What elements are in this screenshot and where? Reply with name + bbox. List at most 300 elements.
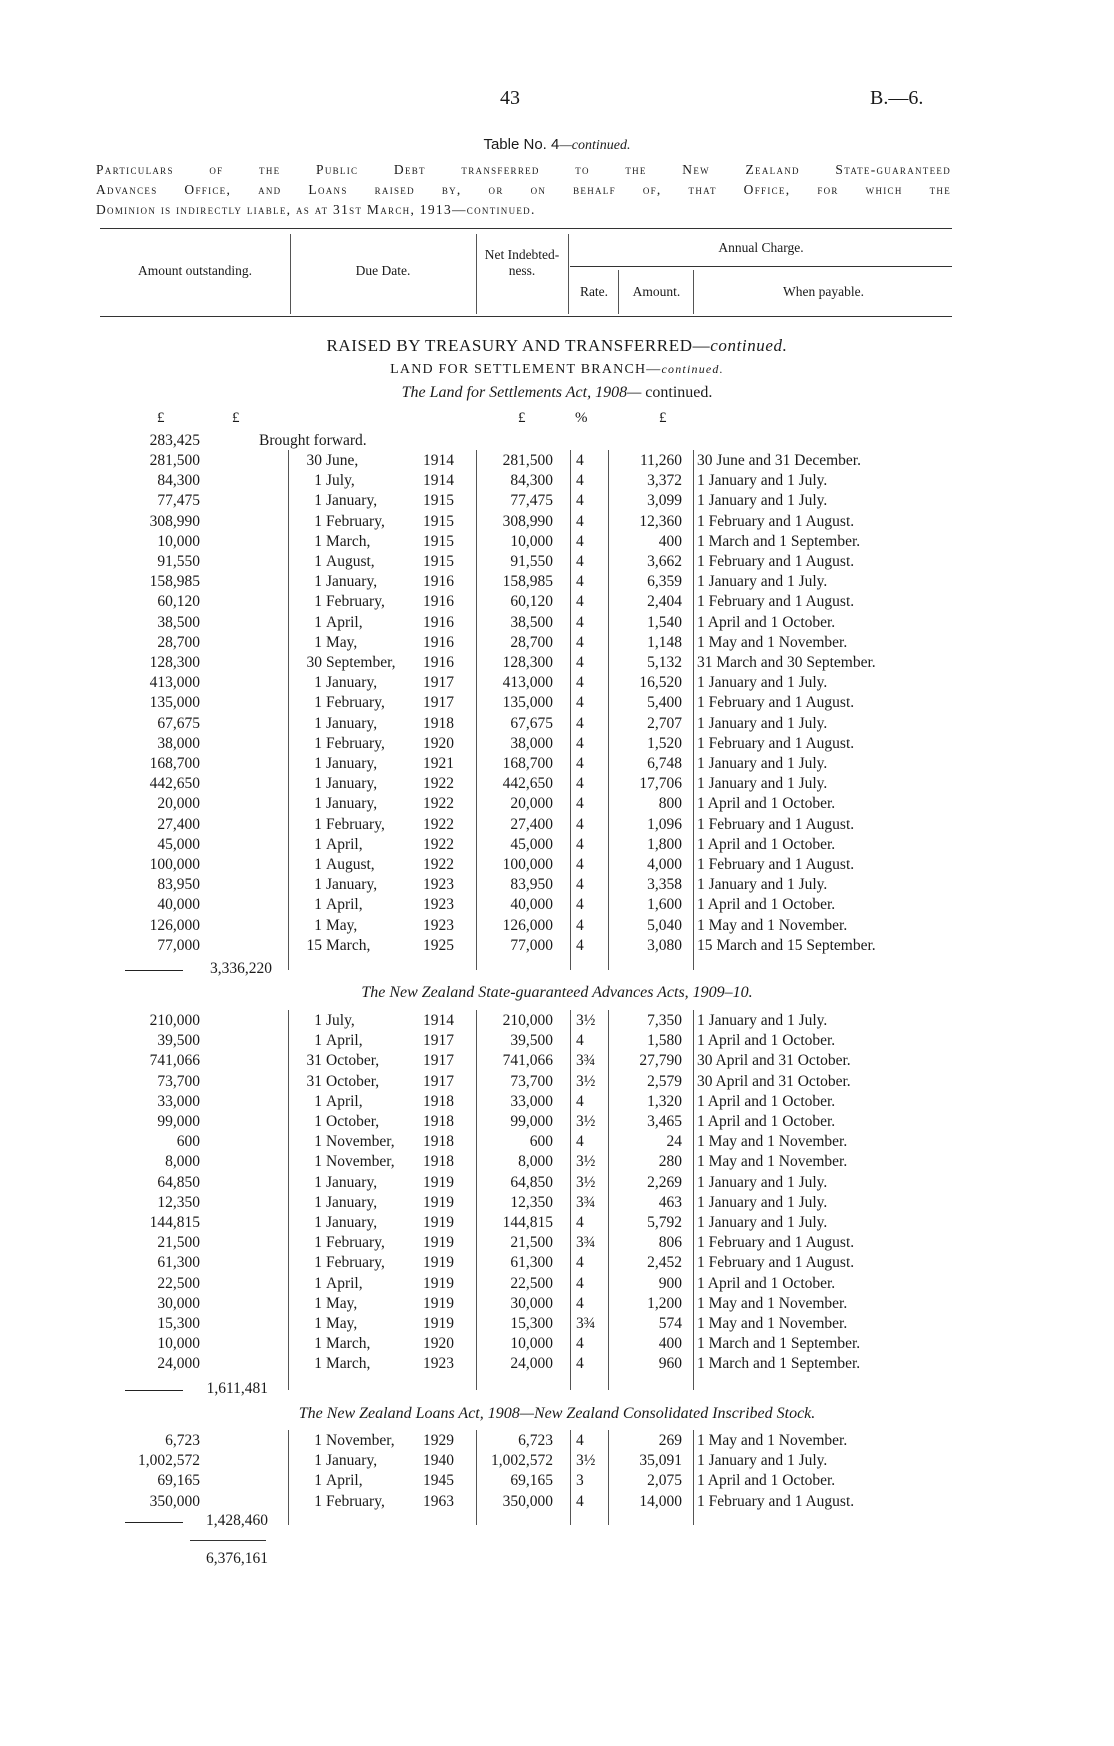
- rate-cell: 4: [576, 472, 584, 490]
- net-indebtedness-cell: 27,400: [510, 815, 553, 833]
- when-payable-cell: 1 April and 1 October.: [697, 1274, 836, 1292]
- due-day-cell: 1: [314, 1234, 322, 1252]
- due-year-cell: 1914: [423, 452, 454, 469]
- net-indebtedness-cell: 24,000: [510, 1355, 553, 1373]
- rate-cell: 4: [576, 815, 584, 833]
- when-payable-cell: 1 January and 1 July.: [697, 1214, 828, 1231]
- net-indebtedness-cell: 21,500: [510, 1234, 553, 1252]
- due-month-cell: April,: [326, 1032, 363, 1050]
- amount-outstanding-cell: 30,000: [157, 1294, 200, 1312]
- currency-pound-net: £: [518, 410, 526, 426]
- amount-outstanding-cell: 413,000: [149, 674, 200, 692]
- body-divider-amount-3: [608, 1430, 609, 1525]
- annual-amount-cell: 11,260: [639, 452, 682, 469]
- annual-amount-cell: 7,350: [647, 1012, 682, 1029]
- rate-cell: 4: [576, 795, 584, 813]
- brought-forward-label: Brought forward.: [259, 432, 367, 449]
- due-month-cell: January,: [326, 492, 378, 510]
- body-divider-net-3: [476, 1430, 477, 1525]
- amount-outstanding-cell: 67,675: [157, 714, 200, 732]
- table-row: [0, 1113, 1114, 1133]
- amount-outstanding-cell: 168,700: [149, 755, 200, 772]
- amount-outstanding-cell: 69,165: [157, 1472, 200, 1490]
- when-payable-cell: 1 January and 1 July.: [697, 1452, 828, 1470]
- table-row: [0, 553, 1114, 573]
- due-year-cell: 1915: [423, 553, 454, 570]
- due-day-cell: 1: [314, 512, 322, 530]
- amount-outstanding-cell: 61,300: [157, 1254, 200, 1272]
- due-year-cell: 1917: [423, 694, 454, 712]
- net-indebtedness-cell: 12,350: [510, 1193, 553, 1211]
- table-row: [0, 1093, 1114, 1113]
- rate-cell: 4: [576, 532, 584, 550]
- header-net-indebtedness: Net Indebted-ness.: [484, 247, 560, 278]
- due-year-cell: 1922: [423, 856, 454, 873]
- due-month-cell: May,: [326, 916, 358, 934]
- when-payable-cell: 1 April and 1 October.: [697, 896, 836, 914]
- net-indebtedness-cell: 100,000: [502, 856, 553, 873]
- table-row: [0, 492, 1114, 512]
- due-year-cell: 1916: [423, 593, 454, 611]
- rate-cell: 4: [576, 714, 584, 732]
- annual-amount-cell: 2,269: [647, 1173, 682, 1191]
- caption-line-1: Particulars of the Public Debt transferred to the New Zealand State-guaranteed: [96, 162, 951, 177]
- act-heading-2-text: The New Zealand State-guaranteed Advances Acts, 1909–10.: [361, 984, 753, 1001]
- due-day-cell: 1: [314, 1355, 322, 1373]
- annual-amount-cell: 574: [658, 1315, 682, 1332]
- amount-outstanding-cell: 741,066: [149, 1052, 200, 1070]
- when-payable-cell: 1 March and 1 September.: [697, 532, 861, 550]
- table-row: [0, 1452, 1114, 1472]
- when-payable-cell: 1 February and 1 August.: [697, 856, 855, 873]
- due-month-cell: May,: [326, 1294, 358, 1312]
- due-day-cell: 1: [314, 1214, 322, 1231]
- annual-amount-cell: 2,707: [647, 714, 682, 732]
- due-year-cell: 1916: [423, 573, 454, 591]
- annual-amount-cell: 3,099: [647, 492, 682, 510]
- due-year-cell: 1915: [423, 512, 454, 530]
- annual-amount-cell: 1,600: [647, 896, 682, 914]
- body-divider-when-2: [693, 1010, 694, 1390]
- due-month-cell: April,: [326, 896, 363, 914]
- when-payable-cell: 1 January and 1 July.: [697, 775, 828, 793]
- due-year-cell: 1914: [423, 1012, 454, 1029]
- when-payable-cell: 1 April and 1 October.: [697, 1092, 836, 1110]
- amount-outstanding-cell: 77,475: [157, 492, 200, 510]
- header-when-payable: When payable.: [783, 284, 864, 299]
- when-payable-cell: 1 January and 1 July.: [697, 472, 828, 490]
- subtotal-dash-3: [125, 1522, 183, 1523]
- due-month-cell: February,: [326, 734, 385, 752]
- due-month-cell: January,: [326, 1193, 378, 1211]
- rate-cell: 4: [576, 755, 584, 772]
- table-row: [0, 533, 1114, 553]
- net-indebtedness-cell: 40,000: [510, 896, 553, 914]
- currency-pound-subtotal: £: [232, 410, 240, 426]
- due-month-cell: February,: [326, 512, 385, 530]
- due-month-cell: April,: [326, 1274, 363, 1292]
- table-row: [0, 937, 1114, 957]
- due-year-cell: 1919: [423, 1173, 454, 1191]
- due-day-cell: 1: [314, 492, 322, 510]
- due-month-cell: April,: [326, 613, 363, 631]
- table-row: [0, 1295, 1114, 1315]
- due-year-cell: 1918: [423, 1133, 454, 1151]
- annual-amount-cell: 5,040: [647, 916, 682, 934]
- table-row: [0, 775, 1114, 795]
- due-year-cell: 1919: [423, 1214, 454, 1231]
- annual-amount-cell: 14,000: [639, 1492, 682, 1510]
- annual-amount-cell: 2,404: [647, 593, 682, 611]
- due-year-cell: 1919: [423, 1234, 454, 1252]
- when-payable-cell: 1 January and 1 July.: [697, 755, 828, 772]
- net-indebtedness-cell: 39,500: [510, 1032, 553, 1050]
- due-year-cell: 1917: [423, 1052, 454, 1070]
- rate-cell: 3½: [576, 1452, 596, 1470]
- due-day-cell: 1: [314, 674, 322, 692]
- due-year-cell: 1919: [423, 1193, 454, 1211]
- body-divider-date-2: [288, 1010, 289, 1390]
- amount-outstanding-cell: 12,350: [157, 1193, 200, 1211]
- annual-amount-cell: 5,132: [647, 654, 682, 671]
- net-indebtedness-cell: 144,815: [502, 1214, 553, 1231]
- act-heading-1: [0, 384, 1114, 402]
- when-payable-cell: 1 January and 1 July.: [697, 714, 828, 732]
- section-heading-branch-text: LAND FOR SETTLEMENT BRANCH—: [390, 362, 662, 377]
- due-year-cell: 1918: [423, 714, 454, 732]
- due-month-cell: January,: [326, 714, 378, 732]
- annual-amount-cell: 2,075: [647, 1472, 682, 1490]
- due-day-cell: 1: [314, 1294, 322, 1312]
- due-month-cell: February,: [326, 1254, 385, 1272]
- section-heading-main-suffix: continued.: [710, 336, 788, 355]
- rate-cell: 4: [576, 1133, 584, 1151]
- rate-cell: 4: [576, 1032, 584, 1050]
- table-row: [0, 876, 1114, 896]
- amount-outstanding-cell: 281,500: [149, 452, 200, 469]
- table-row: [0, 1032, 1114, 1052]
- annual-amount-cell: 280: [658, 1153, 682, 1171]
- table-row: [0, 735, 1114, 755]
- currency-percent-rate: %: [575, 410, 588, 426]
- page-number: 43: [500, 87, 520, 109]
- table-row: [0, 795, 1114, 815]
- due-day-cell: 1: [314, 633, 322, 651]
- amount-outstanding-cell: 1,002,572: [138, 1452, 200, 1470]
- when-payable-cell: 1 March and 1 September.: [697, 1335, 861, 1353]
- table-row: [0, 1012, 1114, 1032]
- annual-charge-rule: [570, 266, 952, 267]
- rate-cell: 4: [576, 876, 584, 894]
- rate-cell: 3¾: [576, 1193, 596, 1211]
- rate-cell: 4: [576, 734, 584, 752]
- due-year-cell: 1921: [423, 755, 454, 772]
- table-title-text: Table No. 4: [483, 136, 560, 153]
- brought-forward-amount: 283,425: [149, 432, 200, 449]
- due-month-cell: April,: [326, 1092, 363, 1110]
- amount-outstanding-cell: 39,500: [157, 1032, 200, 1050]
- due-day-cell: 1: [314, 815, 322, 833]
- rate-cell: 3: [576, 1472, 584, 1490]
- due-month-cell: September,: [326, 654, 396, 671]
- when-payable-cell: 1 February and 1 August.: [697, 734, 855, 752]
- due-month-cell: January,: [326, 876, 378, 894]
- amount-outstanding-cell: 144,815: [149, 1214, 200, 1231]
- when-payable-cell: 1 May and 1 November.: [697, 633, 848, 651]
- when-payable-cell: 1 May and 1 November.: [697, 1315, 848, 1332]
- header-divider-2: [476, 234, 477, 314]
- rate-cell: 3¾: [576, 1052, 596, 1070]
- act-heading-3-text: The New Zealand Loans Act, 1908—New Zealand Consolidated Inscribed Stock.: [298, 1405, 816, 1422]
- header-divider-5: [693, 270, 694, 314]
- table-row: [0, 1073, 1114, 1093]
- due-month-cell: April,: [326, 835, 363, 853]
- annual-amount-cell: 1,800: [647, 835, 682, 853]
- net-indebtedness-cell: 69,165: [510, 1472, 553, 1490]
- act-heading-1-text: The Land for Settlements Act, 1908—: [401, 384, 642, 401]
- when-payable-cell: 1 January and 1 July.: [697, 1193, 828, 1211]
- net-indebtedness-cell: 15,300: [510, 1315, 553, 1332]
- rate-cell: 4: [576, 654, 584, 671]
- table-row: [0, 1493, 1114, 1513]
- due-month-cell: February,: [326, 593, 385, 611]
- due-day-cell: 1: [314, 573, 322, 591]
- annual-amount-cell: 16,520: [639, 674, 682, 692]
- when-payable-cell: 1 May and 1 November.: [697, 1432, 848, 1449]
- rate-cell: 4: [576, 492, 584, 510]
- due-year-cell: 1917: [423, 1072, 454, 1090]
- due-year-cell: 1915: [423, 492, 454, 510]
- header-annual-charge: Annual Charge.: [718, 240, 804, 255]
- net-indebtedness-cell: 64,850: [510, 1173, 553, 1191]
- amount-outstanding-cell: 100,000: [149, 856, 200, 873]
- when-payable-cell: 1 February and 1 August.: [697, 1492, 855, 1510]
- due-year-cell: 1923: [423, 916, 454, 934]
- due-day-cell: 1: [314, 1032, 322, 1050]
- due-month-cell: January,: [326, 775, 378, 793]
- body-divider-when-3: [693, 1430, 694, 1525]
- due-day-cell: 1: [314, 1092, 322, 1110]
- annual-amount-cell: 3,080: [647, 936, 682, 954]
- amount-outstanding-cell: 8,000: [165, 1153, 200, 1171]
- when-payable-cell: 1 May and 1 November.: [697, 1133, 848, 1151]
- net-indebtedness-cell: 158,985: [502, 573, 553, 591]
- annual-amount-cell: 269: [658, 1432, 682, 1449]
- due-month-cell: January,: [326, 573, 378, 591]
- annual-amount-cell: 806: [658, 1234, 682, 1252]
- rate-cell: 4: [576, 674, 584, 692]
- when-payable-cell: 1 April and 1 October.: [697, 1113, 836, 1130]
- due-day-cell: 1: [314, 1432, 322, 1449]
- net-indebtedness-cell: 33,000: [510, 1092, 553, 1110]
- due-year-cell: 1929: [423, 1432, 454, 1449]
- table-row: [0, 1355, 1114, 1375]
- amount-outstanding-cell: 22,500: [157, 1274, 200, 1292]
- due-day-cell: 1: [314, 775, 322, 793]
- rate-cell: 4: [576, 1432, 584, 1449]
- due-day-cell: 1: [314, 896, 322, 914]
- net-indebtedness-cell: 22,500: [510, 1274, 553, 1292]
- net-indebtedness-cell: 1,002,572: [491, 1452, 553, 1470]
- due-month-cell: March,: [326, 936, 371, 954]
- amount-outstanding-cell: 60,120: [157, 593, 200, 611]
- table-title: [0, 136, 1114, 154]
- subtotal-dash-2: [125, 1390, 183, 1391]
- due-year-cell: 1919: [423, 1294, 454, 1312]
- net-indebtedness-cell: 8,000: [518, 1153, 553, 1171]
- amount-outstanding-cell: 15,300: [157, 1315, 200, 1332]
- annual-amount-cell: 12,360: [639, 512, 682, 530]
- due-day-cell: 1: [314, 593, 322, 611]
- due-month-cell: January,: [326, 795, 378, 813]
- due-month-cell: June,: [326, 452, 359, 469]
- due-day-cell: 1: [314, 553, 322, 570]
- due-year-cell: 1918: [423, 1092, 454, 1110]
- header-divider-4: [618, 270, 619, 314]
- due-year-cell: 1922: [423, 835, 454, 853]
- annual-amount-cell: 3,662: [647, 553, 682, 570]
- header-amount: Amount.: [632, 284, 681, 299]
- net-indebtedness-cell: 741,066: [502, 1052, 553, 1070]
- annual-amount-cell: 5,400: [647, 694, 682, 712]
- net-indebtedness-cell: 77,000: [510, 936, 553, 954]
- body-divider-rate-1: [570, 450, 571, 970]
- net-indebtedness-cell: 281,500: [502, 452, 553, 469]
- table-row: [0, 715, 1114, 735]
- annual-amount-cell: 463: [658, 1193, 682, 1211]
- table-row: [0, 1214, 1114, 1234]
- due-day-cell: 31: [306, 1052, 322, 1070]
- due-month-cell: May,: [326, 633, 358, 651]
- due-year-cell: 1922: [423, 815, 454, 833]
- rate-cell: 4: [576, 593, 584, 611]
- act-heading-3: [0, 1405, 1114, 1423]
- when-payable-cell: 1 April and 1 October.: [697, 1472, 836, 1490]
- table-row: [0, 755, 1114, 775]
- header-bottom-rule: [100, 316, 952, 317]
- due-day-cell: 1: [314, 1173, 322, 1191]
- when-payable-cell: 30 April and 31 October.: [697, 1072, 851, 1090]
- when-payable-cell: 1 February and 1 August.: [697, 1254, 855, 1272]
- due-month-cell: February,: [326, 1234, 385, 1252]
- due-day-cell: 1: [314, 1274, 322, 1292]
- net-indebtedness-cell: 60,120: [510, 593, 553, 611]
- due-day-cell: 1: [314, 916, 322, 934]
- table-row: [0, 1234, 1114, 1254]
- grand-total-rule: [190, 1540, 266, 1541]
- annual-amount-cell: 3,358: [647, 876, 682, 894]
- net-indebtedness-cell: 28,700: [510, 633, 553, 651]
- table-row: [0, 816, 1114, 836]
- when-payable-cell: 1 January and 1 July.: [697, 674, 828, 692]
- due-day-cell: 1: [314, 856, 322, 873]
- table-row: [0, 1315, 1114, 1335]
- table-row: [0, 917, 1114, 937]
- amount-outstanding-cell: 73,700: [157, 1072, 200, 1090]
- amount-outstanding-cell: 45,000: [157, 835, 200, 853]
- table-row: [0, 513, 1114, 533]
- net-indebtedness-cell: 135,000: [502, 694, 553, 712]
- amount-outstanding-cell: 442,650: [149, 775, 200, 793]
- when-payable-cell: 1 April and 1 October.: [697, 613, 836, 631]
- rate-cell: 4: [576, 633, 584, 651]
- body-divider-amount-2: [608, 1010, 609, 1390]
- amount-outstanding-cell: 10,000: [157, 532, 200, 550]
- net-indebtedness-cell: 350,000: [502, 1492, 553, 1510]
- when-payable-cell: 1 March and 1 September.: [697, 1355, 861, 1373]
- rate-cell: 4: [576, 936, 584, 954]
- due-day-cell: 1: [314, 755, 322, 772]
- header-due-date: Due Date.: [355, 263, 411, 278]
- rate-cell: 4: [576, 1214, 584, 1231]
- when-payable-cell: 1 January and 1 July.: [697, 876, 828, 894]
- rate-cell: 4: [576, 573, 584, 591]
- due-year-cell: 1916: [423, 613, 454, 631]
- currency-pound-annual: £: [659, 410, 667, 426]
- rate-cell: 4: [576, 694, 584, 712]
- net-indebtedness-cell: 45,000: [510, 835, 553, 853]
- section-heading-main: [0, 336, 1114, 356]
- due-year-cell: 1919: [423, 1254, 454, 1272]
- amount-outstanding-cell: 27,400: [157, 815, 200, 833]
- due-year-cell: 1922: [423, 775, 454, 793]
- annual-amount-cell: 1,540: [647, 613, 682, 631]
- amount-outstanding-cell: 83,950: [157, 876, 200, 894]
- due-year-cell: 1923: [423, 1355, 454, 1373]
- rate-cell: 4: [576, 856, 584, 873]
- due-year-cell: 1923: [423, 876, 454, 894]
- due-year-cell: 1920: [423, 1335, 454, 1353]
- net-indebtedness-cell: 38,000: [510, 734, 553, 752]
- due-month-cell: October,: [326, 1072, 380, 1090]
- due-day-cell: 30: [306, 654, 322, 671]
- due-year-cell: 1922: [423, 795, 454, 813]
- section-heading-branch-suffix: continued.: [661, 362, 724, 376]
- rate-cell: 3½: [576, 1072, 596, 1090]
- when-payable-cell: 1 January and 1 July.: [697, 492, 828, 510]
- rate-cell: 4: [576, 916, 584, 934]
- rate-cell: 4: [576, 553, 584, 570]
- due-day-cell: 1: [314, 1315, 322, 1332]
- net-indebtedness-cell: 128,300: [502, 654, 553, 671]
- due-day-cell: 30: [306, 452, 322, 469]
- due-year-cell: 1925: [423, 936, 454, 954]
- annual-amount-cell: 1,580: [647, 1032, 682, 1050]
- rate-cell: 4: [576, 452, 584, 469]
- due-day-cell: 1: [314, 835, 322, 853]
- due-day-cell: 1: [314, 876, 322, 894]
- header-rate: Rate.: [579, 284, 609, 299]
- due-day-cell: 1: [314, 1472, 322, 1490]
- body-divider-when-1: [693, 450, 694, 970]
- body-divider-rate-2: [570, 1010, 571, 1390]
- when-payable-cell: 1 February and 1 August.: [697, 815, 855, 833]
- net-indebtedness-cell: 126,000: [502, 916, 553, 934]
- due-day-cell: 31: [306, 1072, 322, 1090]
- header-amount-outstanding: Amount outstanding.: [138, 263, 252, 278]
- due-year-cell: 1923: [423, 896, 454, 914]
- rate-cell: 4: [576, 775, 584, 793]
- due-day-cell: 1: [314, 1012, 322, 1029]
- due-month-cell: April,: [326, 1472, 363, 1490]
- annual-amount-cell: 6,359: [647, 573, 682, 591]
- when-payable-cell: 1 April and 1 October.: [697, 795, 836, 813]
- when-payable-cell: 1 February and 1 August.: [697, 553, 855, 570]
- due-year-cell: 1914: [423, 472, 454, 490]
- when-payable-cell: 1 January and 1 July.: [697, 1012, 828, 1029]
- when-payable-cell: 1 February and 1 August.: [697, 512, 855, 530]
- currency-pound-amount: £: [157, 410, 165, 426]
